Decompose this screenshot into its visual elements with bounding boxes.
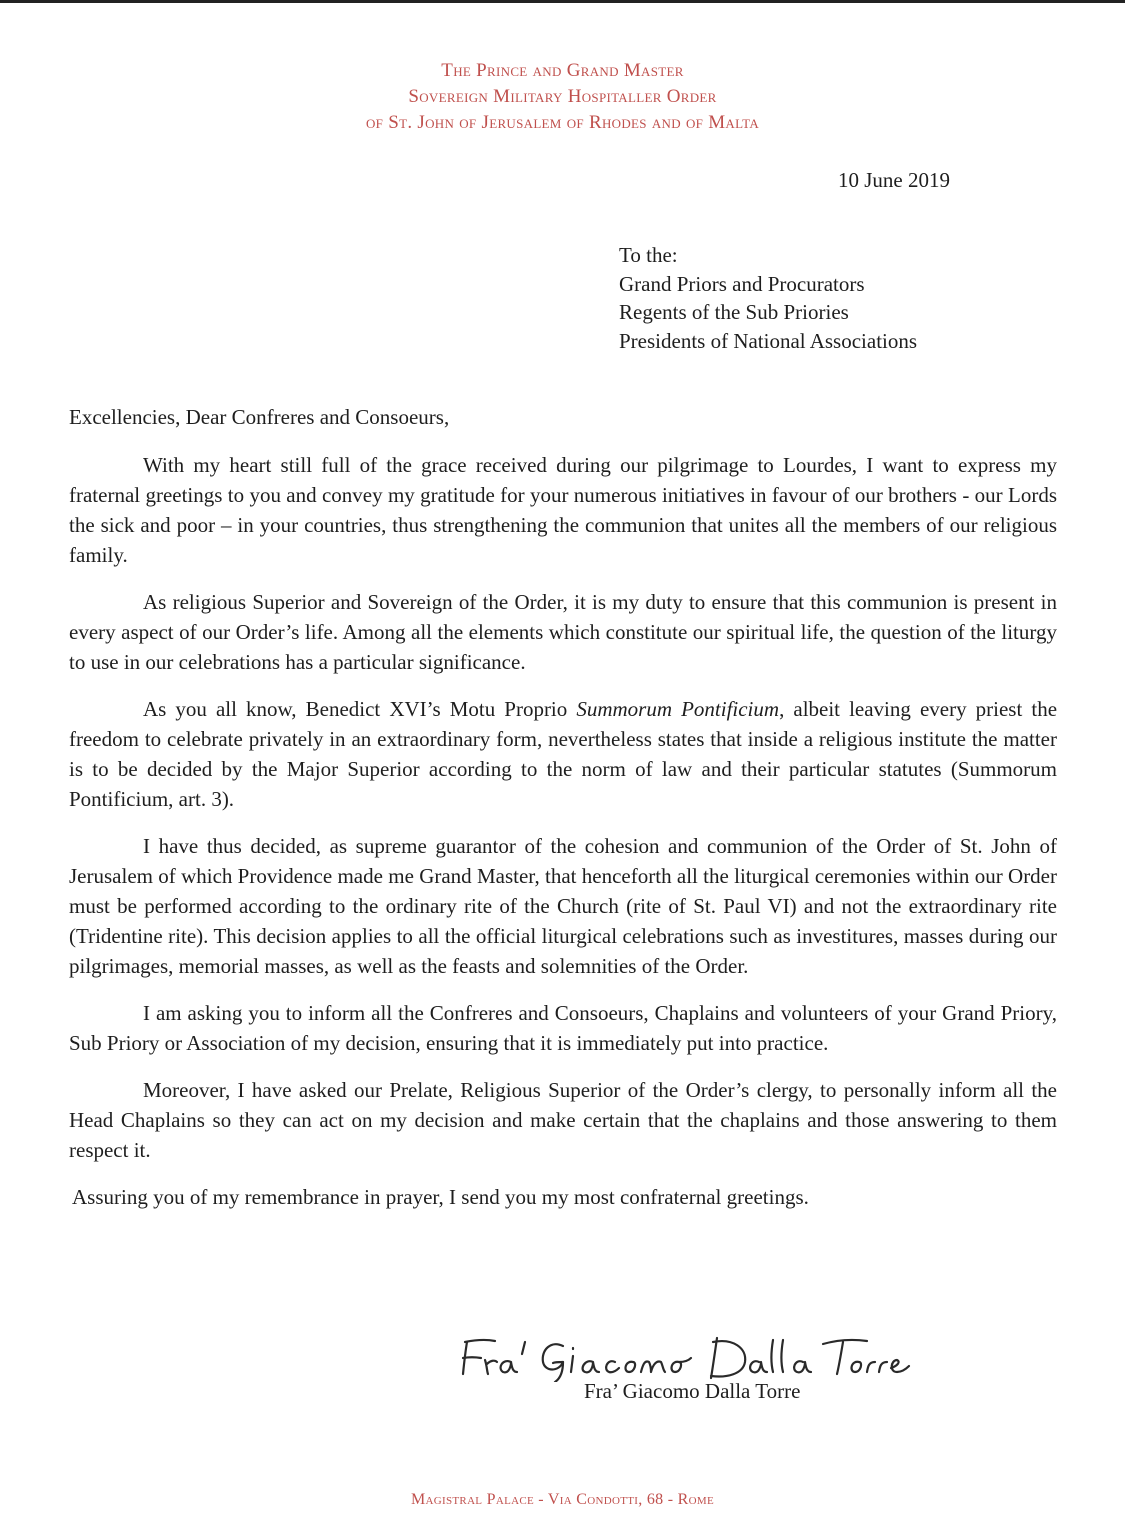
letterhead xyxy=(0,58,1125,136)
letter-date: 10 June 2019 xyxy=(838,168,950,192)
paragraph-6: Moreover, I have asked our Prelate, Religious Superior of the Order’s clergy, to personally inform all the Head Chaplains so they can act on my decision and make certain that the chaplains and those answering to them respect it. xyxy=(69,1078,1057,1162)
salutation: Excellencies, Dear Confreres and Consoeurs, xyxy=(69,405,450,429)
paragraph-3 xyxy=(69,694,1057,814)
letterhead-line-1: The Prince and Grand Master xyxy=(441,60,684,81)
recipients-block xyxy=(619,241,917,355)
paragraph-3-start: As you all know, Benedict XVI’s Motu Proprio xyxy=(143,697,577,721)
paragraph-1: With my heart still full of the grace received during our pilgrimage to Lourdes, I want to express my fraternal greetings to you and convey my gratitude for your numerous initiatives in favour of our brothers - our Lords the sick and poor – in your countries, thus strengthening the communion that unites all the members of our religious family. xyxy=(69,453,1057,567)
letter-body xyxy=(69,450,1057,1212)
signer-name: Fra’ Giacomo Dalla Torre xyxy=(584,1379,801,1403)
recipient-item: Regents of the Sub Priories xyxy=(619,300,849,324)
paragraph-4: I have thus decided, as supreme guarantor of the cohesion and communion of the Order of St. John of Jerusalem of which Providence made me Grand Master, that henceforth all the liturgical ceremonies within our Order must be performed according to the ordinary rite of the Church (rite of St. Paul VI) and not the extraordinary rite (Tridentine rite). This decision applies to all the official liturgical celebrations such as investitures, masses during our pilgrimages, memorial masses, as well as the feasts and solemnities of the Order. xyxy=(69,834,1057,978)
recipient-item: Presidents of National Associations xyxy=(619,328,918,353)
closing-line: Assuring you of my remembrance in prayer, I send you my most confraternal greetings. xyxy=(72,1185,809,1209)
paragraph-3-end: , albeit leaving every priest the freedom to celebrate privately in an extraordinary form, nevertheless states that inside a religious institute the matter is to be decided by the Major Superior according to the norm of law and their particular statutes (Summorum Pontificium, art. 3). xyxy=(69,697,1058,811)
letterhead-line-2: Sovereign Military Hospitaller Order xyxy=(408,86,717,107)
handwritten-signature xyxy=(455,1332,915,1382)
recipient-item: Grand Priors and Procurators xyxy=(619,271,865,296)
paragraph-5: I am asking you to inform all the Confreres and Consoeurs, Chaplains and volunteers of your Grand Priory, Sub Priory or Association of my decision, ensuring that it is immediately put into practice. xyxy=(69,1001,1057,1055)
recipients-intro: To the: xyxy=(619,243,678,267)
letterhead-line-3: of St. John of Jerusalem of Rhodes and of Malta xyxy=(365,112,760,133)
paragraph-3-italic-title: Summorum Pontificium xyxy=(576,697,780,721)
top-border xyxy=(0,0,1125,3)
footer-address: Magistral Palace - Via Condotti, 68 - Rome xyxy=(411,1491,714,1508)
paragraph-2: As religious Superior and Sovereign of the Order, it is my duty to ensure that this communion is present in every aspect of our Order’s life. Among all the elements which constitute our spiritual life, the question of the liturgy to use in our celebrations has a particular significance. xyxy=(69,590,1057,674)
